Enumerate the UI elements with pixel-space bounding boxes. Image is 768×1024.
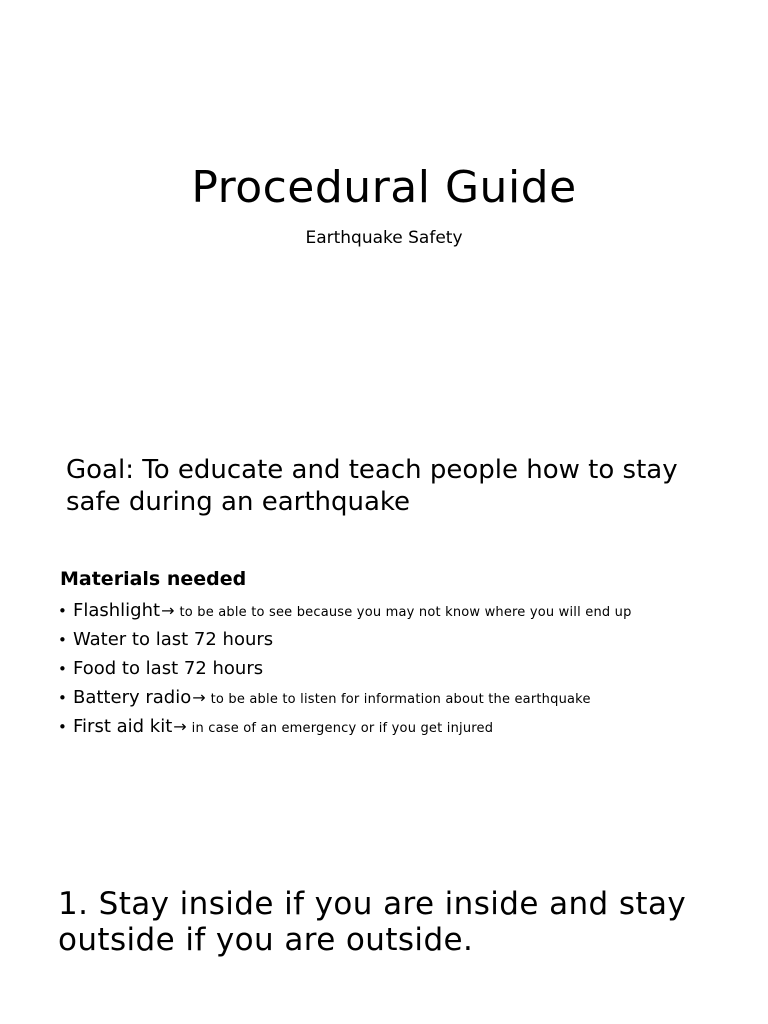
bullet-icon: • <box>58 602 67 620</box>
arrow-right-icon: → <box>161 601 175 620</box>
list-item <box>58 629 718 651</box>
material-detail: in case of an emergency or if you get injured <box>191 721 494 736</box>
material-detail: to be able to listen for information about the earthquake <box>210 692 591 707</box>
arrow-right-icon: → <box>173 717 187 736</box>
material-label: Battery radio <box>73 687 192 708</box>
title-slide <box>0 0 768 420</box>
bullet-icon: • <box>58 631 67 649</box>
goal-text: Goal: To educate and teach people how to stay safe during an earthquake <box>66 455 678 517</box>
bullet-icon: • <box>58 660 67 678</box>
material-detail: to be able to see because you may not know where you will end up <box>179 605 632 620</box>
goal-slide <box>0 420 768 840</box>
material-label: First aid kit <box>73 716 173 737</box>
list-item <box>58 658 718 680</box>
materials-list <box>58 600 718 745</box>
page-subtitle: Earthquake Safety <box>305 228 463 248</box>
arrow-right-icon: → <box>192 688 206 707</box>
step-text: 1. Stay inside if you are inside and stay outside if you are outside. <box>58 886 687 958</box>
material-label: Food to last 72 hours <box>73 658 264 679</box>
material-label: Flashlight <box>73 600 161 621</box>
bullet-icon: • <box>58 689 67 707</box>
material-label: Water to last 72 hours <box>73 629 274 650</box>
step-slide <box>0 840 768 1024</box>
materials-heading: Materials needed <box>60 568 247 590</box>
list-item <box>58 716 718 738</box>
list-item <box>58 687 718 709</box>
bullet-icon: • <box>58 718 67 736</box>
page-title: Procedural Guide <box>191 162 577 213</box>
list-item <box>58 600 718 622</box>
